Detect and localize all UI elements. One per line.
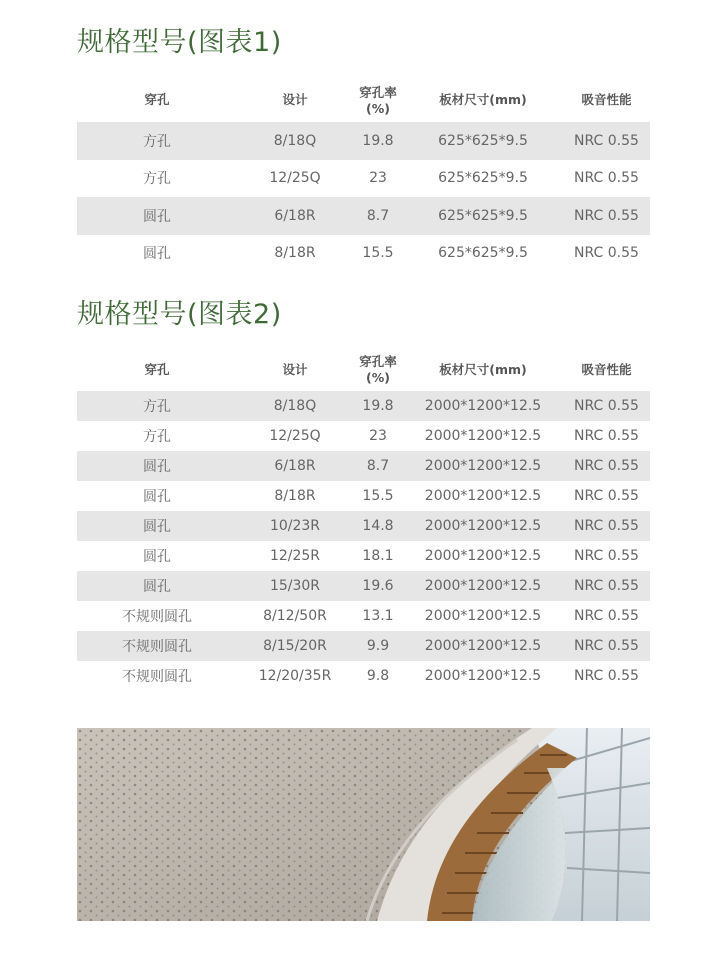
cell-acoustic: NRC 0.55	[563, 197, 650, 235]
table-row	[77, 197, 650, 235]
cell-acoustic: NRC 0.55	[574, 170, 639, 187]
header-acoustic: 吸音性能	[581, 92, 632, 107]
table-row	[77, 481, 650, 511]
table-row	[77, 541, 650, 571]
spec-table-2	[77, 346, 650, 691]
ceiling-photo-illustration	[77, 728, 650, 921]
table-row	[77, 391, 650, 421]
cell-perforation-rate: 9.9	[353, 631, 403, 661]
table-row	[77, 631, 650, 661]
cell-perforation-rate: 9.8	[366, 668, 390, 684]
cell-design: 12/25Q	[269, 170, 321, 187]
cell-perforation: 圆孔	[77, 571, 237, 601]
header-board-size: 板材尺寸(mm)	[439, 361, 527, 377]
cell-board-size: 2000*1200*12.5	[403, 391, 563, 421]
header-perforation-rate: 穿孔率(%)	[359, 84, 397, 116]
cell-design: 8/18R	[274, 488, 316, 504]
table-row	[77, 571, 650, 601]
cell-perforation: 圆孔	[143, 489, 171, 505]
cell-perforation: 不规则圆孔	[122, 609, 192, 625]
cell-acoustic: NRC 0.55	[574, 668, 639, 684]
cell-board-size: 2000*1200*12.5	[403, 571, 563, 601]
header-perforation: 穿孔	[144, 92, 170, 107]
cell-perforation: 方孔	[77, 122, 237, 160]
cell-design: 8/18Q	[237, 122, 353, 160]
table-row	[77, 451, 650, 481]
table-row	[77, 122, 650, 160]
cell-design: 12/20/35R	[258, 668, 332, 684]
cell-perforation-rate: 19.6	[353, 571, 403, 601]
header-perforation-rate: 穿孔率(%)	[359, 354, 397, 385]
cell-acoustic: NRC 0.55	[563, 511, 650, 541]
table-row	[77, 421, 650, 451]
cell-board-size: 2000*1200*12.5	[403, 631, 563, 661]
cell-board-size: 625*625*9.5	[403, 122, 563, 160]
cell-perforation-rate: 14.8	[353, 511, 403, 541]
table-row	[77, 661, 650, 691]
cell-perforation: 圆孔	[77, 451, 237, 481]
cell-perforation-rate: 8.7	[353, 451, 403, 481]
cell-perforation-rate: 18.1	[362, 548, 394, 564]
section-title-2: 规格型号(图表2)	[77, 299, 282, 330]
header-acoustic: 吸音性能	[581, 361, 632, 377]
table-row	[77, 235, 650, 273]
cell-acoustic: NRC 0.55	[574, 428, 639, 444]
cell-board-size: 625*625*9.5	[403, 197, 563, 235]
cell-design: 12/25R	[269, 548, 321, 564]
cell-perforation-rate: 15.5	[362, 245, 394, 262]
cell-design: 8/18Q	[237, 391, 353, 421]
cell-board-size: 2000*1200*12.5	[424, 548, 542, 564]
table-row	[77, 160, 650, 198]
table-row	[77, 601, 650, 631]
cell-acoustic: NRC 0.55	[563, 571, 650, 601]
cell-acoustic: NRC 0.55	[574, 608, 639, 624]
cell-acoustic: NRC 0.55	[563, 122, 650, 160]
cell-board-size: 2000*1200*12.5	[403, 451, 563, 481]
cell-perforation: 圆孔	[77, 511, 237, 541]
cell-design: 10/23R	[237, 511, 353, 541]
header-perforation: 穿孔	[144, 361, 170, 377]
cell-design: 6/18R	[237, 197, 353, 235]
table-header-row	[77, 346, 650, 391]
cell-perforation: 不规则圆孔	[122, 669, 192, 685]
cell-board-size: 2000*1200*12.5	[424, 488, 542, 504]
cell-design: 8/12/50R	[263, 608, 327, 624]
cell-perforation-rate: 15.5	[362, 488, 394, 504]
cell-perforation: 方孔	[77, 391, 237, 421]
cell-perforation: 圆孔	[77, 197, 237, 235]
cell-perforation: 方孔	[143, 429, 171, 445]
header-board-size: 板材尺寸(mm)	[439, 92, 527, 107]
cell-acoustic: NRC 0.55	[563, 391, 650, 421]
cell-perforation: 圆孔	[143, 246, 171, 263]
cell-board-size: 625*625*9.5	[438, 245, 528, 262]
spec-table-1	[77, 76, 650, 272]
cell-perforation-rate: 8.7	[353, 197, 403, 235]
cell-perforation-rate: 19.8	[353, 122, 403, 160]
header-design: 设计	[282, 92, 308, 107]
cell-perforation-rate: 19.8	[353, 391, 403, 421]
cell-perforation-rate: 13.1	[362, 608, 394, 624]
table-row	[77, 511, 650, 541]
ceiling-photo	[77, 728, 650, 921]
cell-design: 15/30R	[237, 571, 353, 601]
cell-acoustic: NRC 0.55	[574, 488, 639, 504]
cell-design: 8/15/20R	[237, 631, 353, 661]
cell-perforation: 不规则圆孔	[77, 631, 237, 661]
cell-acoustic: NRC 0.55	[574, 548, 639, 564]
cell-acoustic: NRC 0.55	[574, 245, 639, 262]
cell-design: 12/25Q	[269, 428, 321, 444]
header-design: 设计	[282, 361, 308, 377]
table-header-row	[77, 76, 650, 122]
cell-board-size: 2000*1200*12.5	[424, 668, 542, 684]
cell-acoustic: NRC 0.55	[563, 451, 650, 481]
cell-board-size: 2000*1200*12.5	[403, 511, 563, 541]
cell-perforation-rate: 23	[369, 170, 387, 187]
cell-board-size: 2000*1200*12.5	[424, 608, 542, 624]
section-title-1: 规格型号(图表1)	[77, 27, 282, 58]
cell-board-size: 625*625*9.5	[438, 170, 528, 187]
cell-perforation-rate: 23	[369, 428, 387, 444]
cell-design: 6/18R	[237, 451, 353, 481]
cell-perforation: 方孔	[143, 171, 171, 188]
cell-acoustic: NRC 0.55	[563, 631, 650, 661]
cell-perforation: 圆孔	[143, 549, 171, 565]
cell-design: 8/18R	[274, 245, 316, 262]
cell-board-size: 2000*1200*12.5	[424, 428, 542, 444]
